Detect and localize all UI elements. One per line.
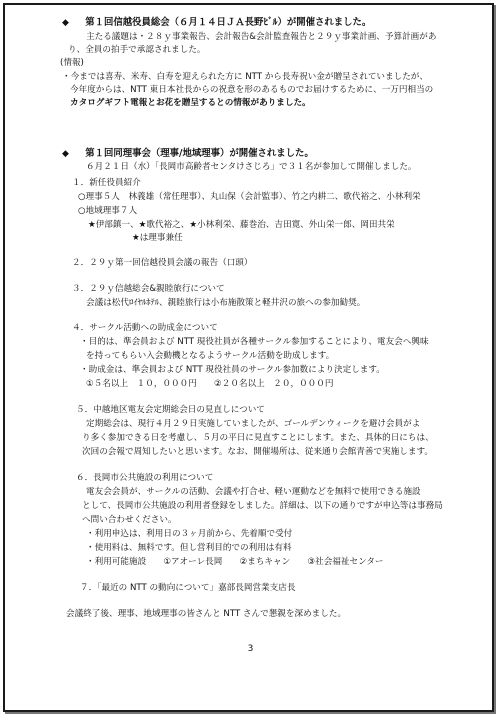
item1-regional-list: ★伊部鎮一、★歌代裕之、★小林利栄、藤巻治、吉田寛、外山栄一郎、岡田共栄 xyxy=(88,220,395,230)
item4-heading: ４．サークル活動への助成金について xyxy=(72,323,218,333)
item4-amounts: ①５名以上 １０，０００円 ②２０名以上 ２０，０００円 xyxy=(86,379,334,389)
section2-heading xyxy=(62,148,314,160)
section1-heading xyxy=(62,17,371,29)
diamond-bullet-icon: ◆ xyxy=(62,18,69,28)
section1-text-1: 主たる議題は・２８ｙ事業報告、会計報告&会計監査報告と２９ｙ事業計画、予算計画があ xyxy=(86,32,437,42)
section1-title: 第１回信越役員総会（６月１４日ＪＡ長野ﾋﾞﾙ）が開催されました。 xyxy=(85,17,372,28)
info-text-1: ・今までは喜寿、米寿、白寿を迎えられた方に NTT から長寿祝い金が贈呈されていましたが、 xyxy=(62,72,428,82)
item4-text-1: ・目的は、準会員および NTT 現役社員が各種サークル参加することにより、電友会へ興味 xyxy=(80,337,429,347)
item1-note: ★は理事兼任 xyxy=(132,233,183,243)
item1-regional-heading: ○地域理事７人 xyxy=(78,206,138,216)
item4-text-3: ・助成金は、準会員および NTT 現役社員のサークル参加数により決定します。 xyxy=(80,365,385,375)
item7-heading: ７．「最近の NTT の動向について」嘉部長岡営業支店長 xyxy=(80,583,296,593)
item3-text: 会議は松代ﾛｲﾔﾙﾎﾃﾙ、親睦旅行は小布施散策と軽井沢の旅への参加勧奨。 xyxy=(86,298,366,308)
item6-heading: ６．長岡市公共施設の利用について xyxy=(76,473,214,483)
item5-text-1: 定期総会は、現行４月２９日実施していましたが、ゴールデンウィークを避け会員がよ xyxy=(86,419,421,429)
info-label: (情報) xyxy=(60,58,84,68)
closing-text: 会議終了後、理事、地域理事の皆さんと NTT さんで懇親を深めました。 xyxy=(66,609,347,619)
page-number: 3 xyxy=(247,644,254,654)
section2-intro: ６月２１日（水）「長岡市高齢者センタけさじろ」で３１名が参加して開催しました。 xyxy=(86,162,417,172)
diamond-bullet-icon: ◆ xyxy=(62,149,69,159)
item6-bullet-1: ・利用申込は、利用日の３ヶ月前から、先着順で受付 xyxy=(86,529,293,539)
item5-text-2: り多く参加できる日を考慮し、５月の平日に見直すことにします。また、具体的日にちは、 xyxy=(82,433,434,443)
item6-bullet-2: ・使用料は、無料です。但し営利目的での利用は有料 xyxy=(86,543,292,553)
item5-text-3: 次回の会報で周知したいと思います。なお、開催場所は、従来通り会館青善で実施します。 xyxy=(82,447,433,457)
item5-heading: ５．中越地区電友会定期総会日の見直しについて xyxy=(76,405,265,415)
item1-directors: ○理事５人 林義雄（常任理事）、丸山保（会計監事）、竹之内耕二、歌代裕之、小林利栄 xyxy=(78,192,421,202)
info-text-2: 今年度からは、NTT 東日本社長からの祝意を形のあるものでお届けするために、一万円相当の xyxy=(70,85,434,95)
section2-title: 第１回同理事会（理事/地域理事）が開催されました。 xyxy=(85,148,314,159)
item6-text-3: へ問い合わせください。 xyxy=(82,515,177,525)
item1-heading: １．新任役員紹介 xyxy=(72,178,141,188)
item2-heading: ２．２９ｙ第一回信越役員会議の報告（口頭） xyxy=(72,258,253,268)
item6-text-2: として、長岡市公共施設の利用者登録をしました。詳細は、以下の通りですが申込等は事務局 xyxy=(82,501,443,511)
info-text-3: カタログギフト電報とお花を贈呈するとの情報がありました。 xyxy=(70,98,311,108)
section1-text-2: り、全員の拍手で承認されました。 xyxy=(68,45,206,55)
item4-text-2: を持ってもらい入会動機となるようサークル活動を助成します。 xyxy=(86,351,335,361)
item3-heading: ３．２９ｙ信越総会&親睦旅行について xyxy=(72,284,225,294)
item6-text-1: 電友会会員が、サークルの活動、会議や打合せ、軽い運動などを無料で使用できる施設 xyxy=(86,487,421,497)
item6-bullet-3: ・利用可能施設 ①アオーレ長岡 ②まちキャン ③社会福祉センター xyxy=(86,557,384,567)
